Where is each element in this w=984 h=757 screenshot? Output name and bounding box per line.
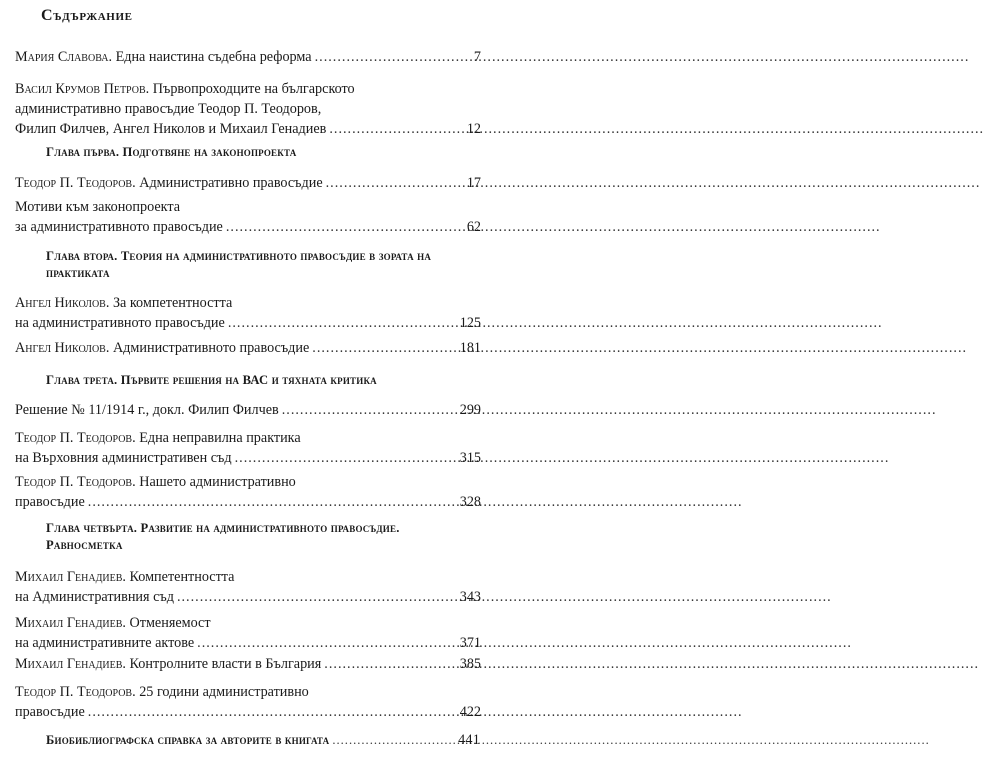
entry-author: Теодор П. Теодоров. [15, 684, 136, 700]
toc-line [15, 313, 481, 333]
entry-author: Михаил Генадиев. [15, 569, 126, 585]
leader-dots [177, 587, 457, 607]
toc-line [15, 613, 481, 633]
toc-entry[interactable] [15, 682, 481, 722]
entry-author: Васил Крумов Петров. [15, 81, 150, 97]
leader-dots [312, 338, 456, 358]
page-number: 385 [459, 656, 481, 672]
toc-entry[interactable] [15, 197, 481, 237]
entry-author: Михаил Генадиев. [15, 656, 126, 672]
page-number: 371 [459, 635, 481, 651]
toc-entry[interactable] [15, 293, 481, 333]
entry-author: Ангел Николов. [15, 340, 110, 356]
entry-title: Отменяемост [129, 615, 211, 631]
entry-title: Компетентността [129, 569, 235, 585]
entry-title: на Върховния административен съд [15, 450, 232, 466]
chapter-heading[interactable]: Глава четвърта. Развитие на административното правосъдие. Равносметка [46, 521, 400, 552]
entry-title: Биобиблиографска справка за авторите в книгата [46, 733, 330, 747]
leader-dots [88, 702, 457, 722]
toc-line [15, 587, 481, 607]
entry-author: Теодор П. Теодоров. [15, 430, 136, 446]
toc-entry[interactable] [15, 654, 481, 674]
toc-entry[interactable] [15, 428, 481, 468]
entry-title: Контролните власти в България [129, 656, 322, 672]
entry-title: на административното правосъдие [15, 315, 225, 331]
toc-line [15, 448, 481, 468]
page-number: 328 [459, 494, 481, 510]
toc-line [15, 682, 481, 702]
toc-entry[interactable] [15, 173, 481, 193]
entry-title: Една неправилна практика [139, 430, 301, 446]
entry-title: За компетентността [112, 295, 233, 311]
toc-entry[interactable] [15, 400, 481, 420]
entry-title: Една наистина съдебна реформа [115, 49, 312, 65]
toc-line [15, 119, 481, 139]
page-number: 125 [459, 315, 481, 331]
leader-dots [326, 173, 464, 193]
toc-line [15, 633, 481, 653]
entry-title: Нашето административно [139, 474, 296, 490]
toc-line [15, 472, 481, 492]
leader-dots [329, 119, 463, 139]
page-number: 181 [459, 340, 481, 356]
entry-title: Първопроходците на българското [152, 81, 355, 97]
toc-line [15, 428, 481, 448]
chapter-heading[interactable]: Глава втора. Теория на административното правосъдие в зората на практиката [46, 249, 432, 280]
chapter-heading[interactable]: Глава трета. Първите решения на ВАС и тяхната критика [46, 373, 377, 387]
entry-title: 25 години административно [139, 684, 309, 700]
toc-entry[interactable] [15, 472, 481, 512]
leader-dots [197, 633, 457, 653]
entry-title: Административното правосъдие [112, 340, 310, 356]
page-number: 441 [458, 732, 480, 748]
entry-title: Административно правосъдие [139, 175, 323, 191]
entry-title: правосъдие [15, 704, 85, 720]
toc-line [15, 654, 481, 674]
entry-author: Теодор П. Теодоров. [15, 474, 136, 490]
toc-entry-bibliography[interactable] [46, 730, 480, 750]
toc-line [46, 730, 480, 750]
toc-line [15, 79, 481, 99]
leader-dots [228, 313, 457, 333]
page-number: 299 [459, 402, 481, 418]
leader-dots [315, 47, 471, 67]
toc-entry[interactable] [15, 613, 481, 653]
toc-line [15, 293, 481, 313]
page-number: 315 [459, 450, 481, 466]
toc-line [15, 338, 481, 358]
toc-page [0, 0, 486, 757]
toc-entry[interactable] [15, 79, 481, 139]
entry-author: Теодор П. Теодоров. [15, 175, 136, 191]
page-number: 17 [466, 175, 481, 191]
entry-title: Филип Филчев, Ангел Николов и Михаил Генадиев [15, 121, 327, 137]
toc-line [15, 567, 481, 587]
toc-line [15, 217, 481, 237]
leader-dots [324, 654, 456, 674]
entry-author: Ангел Николов. [15, 295, 110, 311]
toc-entry[interactable] [15, 47, 481, 67]
entry-author: Михаил Генадиев. [15, 615, 126, 631]
toc-heading: Съдържание [41, 7, 133, 24]
toc-line [15, 702, 481, 722]
page-number: 343 [459, 589, 481, 605]
toc-line [15, 400, 481, 420]
leader-dots [226, 217, 464, 237]
entry-title: правосъдие [15, 494, 85, 510]
entry-title: на Административния съд [15, 589, 174, 605]
leader-dots [332, 730, 455, 750]
page-number: 422 [459, 704, 481, 720]
entry-author: Мария Славова. [15, 49, 113, 65]
entry-title: на административните актове [15, 635, 195, 651]
chapter-heading[interactable]: Глава първа. Подготвяне на законопроекта [46, 145, 297, 159]
toc-line [15, 173, 481, 193]
toc-line: административно правосъдие Теодор П. Теодоров, [15, 101, 322, 117]
entry-title: за административното правосъдие [15, 219, 223, 235]
toc-line [15, 492, 481, 512]
toc-line [15, 47, 481, 67]
toc-entry[interactable] [15, 567, 481, 607]
page-number: 62 [466, 219, 481, 235]
page-number: 12 [466, 121, 481, 137]
leader-dots [235, 448, 457, 468]
leader-dots [282, 400, 457, 420]
leader-dots [88, 492, 457, 512]
toc-entry[interactable] [15, 338, 481, 358]
page-number: 7 [473, 49, 481, 65]
toc-line: Мотиви към законопроекта [15, 199, 181, 215]
entry-title: Решение № 11/1914 г., докл. Филип Филчев [15, 402, 279, 418]
